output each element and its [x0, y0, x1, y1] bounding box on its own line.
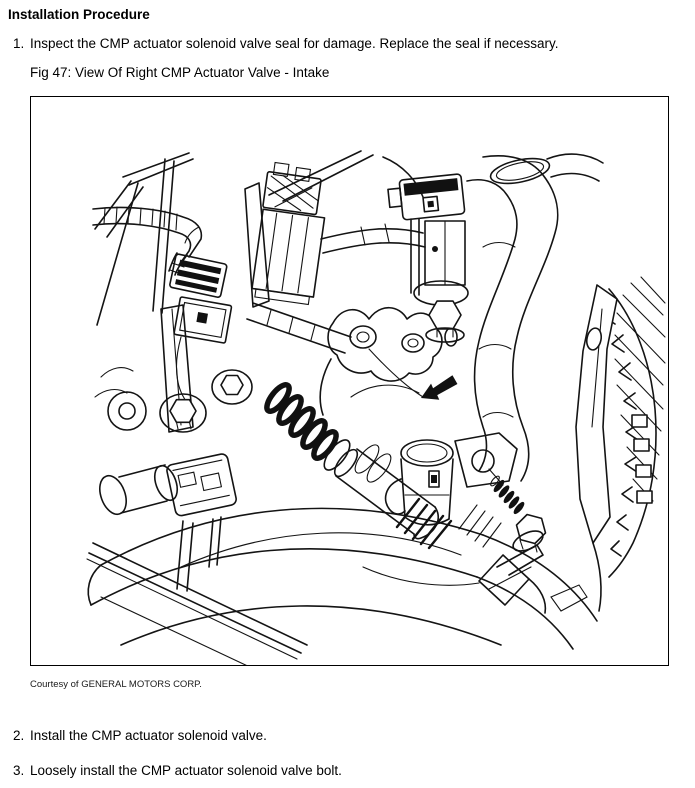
- cmp-actuator-valve: [263, 381, 438, 538]
- step-text: Loosely install the CMP actuator solenoid valve bolt.: [30, 763, 342, 779]
- figure-caption: Fig 47: View Of Right CMP Actuator Valve - Intake: [30, 65, 330, 81]
- engine-diagram: [31, 97, 668, 665]
- step-number: 1.: [13, 35, 25, 51]
- left-cmp-sensor: [161, 254, 232, 432]
- figure-47-frame: [30, 96, 669, 666]
- valve-harness-connector: [386, 440, 453, 525]
- document-page: [0, 8, 695, 779]
- procedure-step-1: [13, 36, 695, 52]
- step-text: Install the CMP actuator solenoid valve.: [30, 727, 267, 743]
- left-bolts: [95, 368, 252, 432]
- valve-pointer-arrow-icon: [417, 374, 460, 406]
- cam-sprocket: [576, 277, 665, 611]
- center-connector: [245, 162, 425, 307]
- procedure-step-3: [13, 763, 695, 779]
- step-text: Inspect the CMP actuator solenoid valve seal for damage. Replace the seal if necessary.: [30, 35, 559, 51]
- figure-credit: Courtesy of GENERAL MOTORS CORP.: [30, 678, 202, 690]
- right-cmp-sensor: [387, 174, 468, 342]
- step-number: 3.: [13, 763, 25, 779]
- page-title: Installation Procedure: [8, 7, 150, 22]
- step-number: 2.: [13, 727, 25, 743]
- lower-left-connector: [95, 453, 237, 591]
- procedure-step-2: [13, 728, 695, 744]
- valve-bolt: [489, 475, 546, 555]
- spring-clamp: [479, 545, 587, 613]
